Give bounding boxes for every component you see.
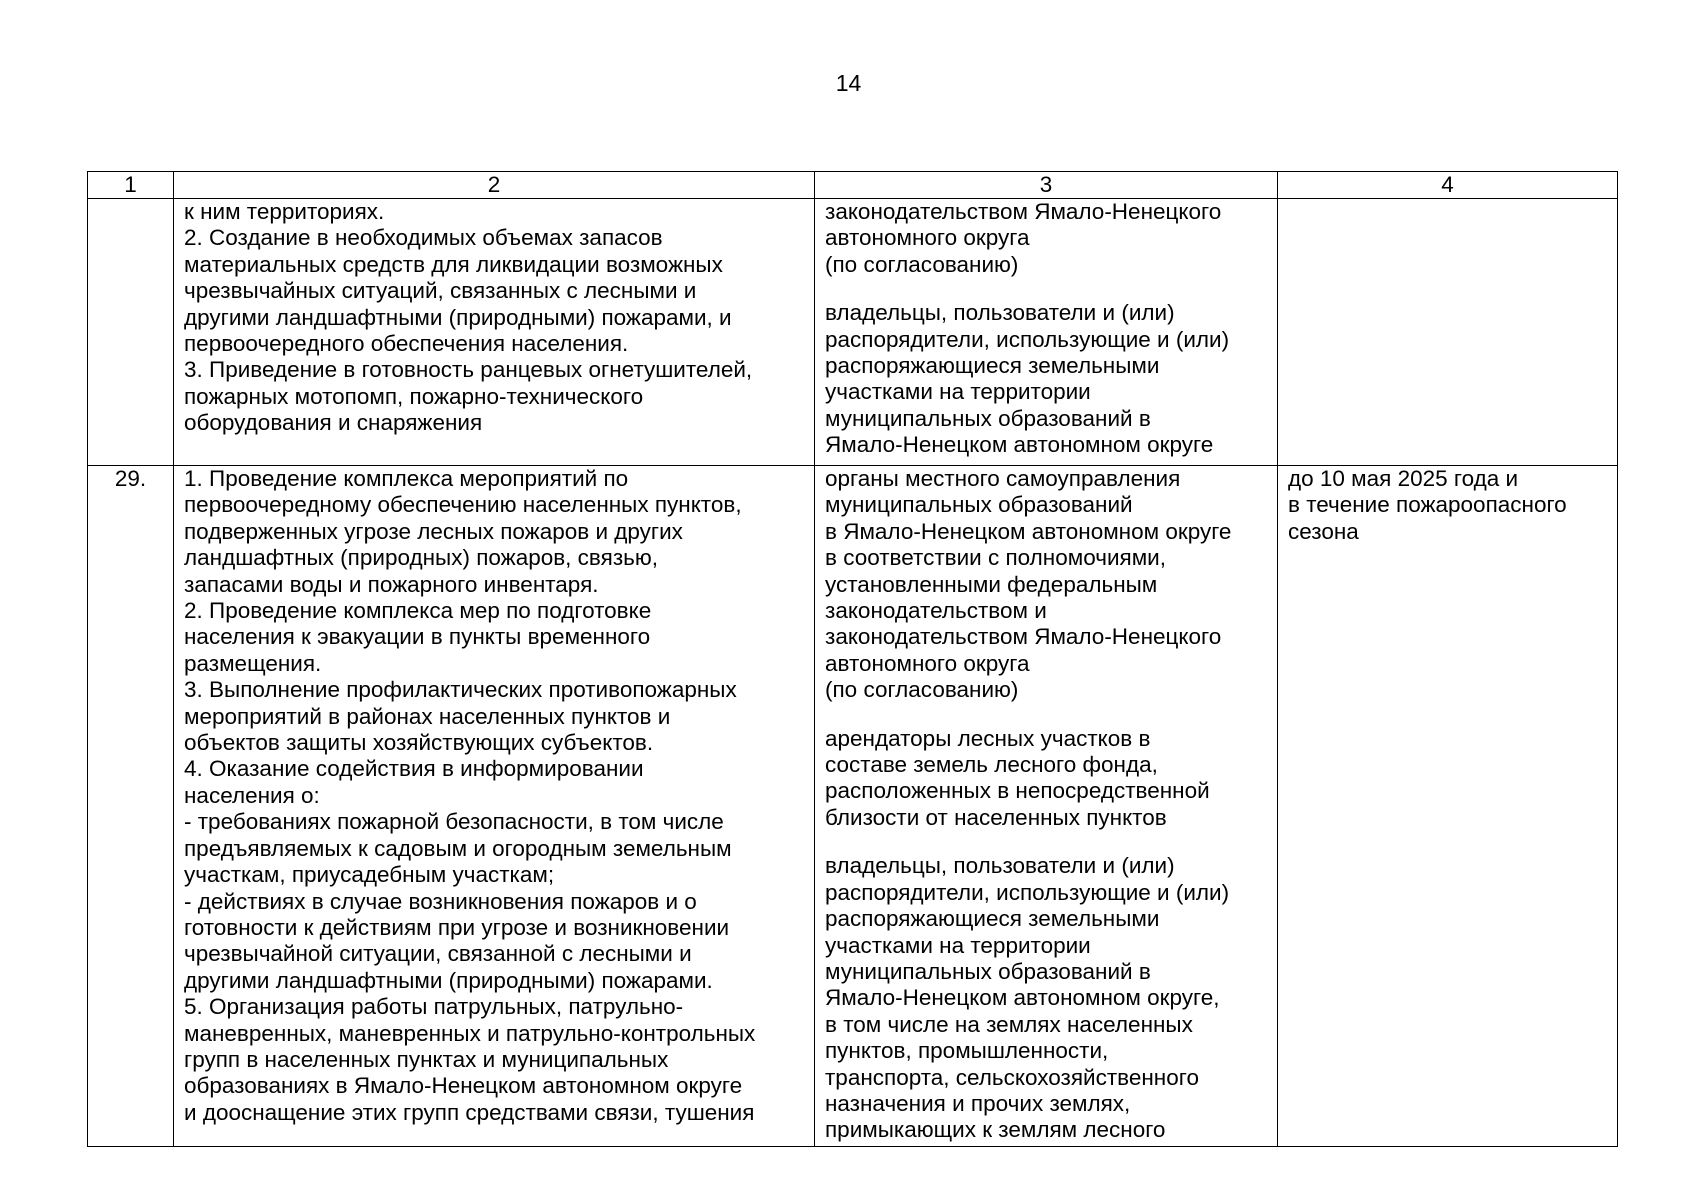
responsible-line: примыкающих к землям лесного: [825, 1117, 1166, 1143]
measure-line: образованиях в Ямало-Ненецком автономном округе: [184, 1073, 743, 1099]
responsible-line: распорядители, использующие и (или): [825, 879, 1230, 905]
responsible-line: автономного округа: [825, 225, 1030, 251]
row-number: [88, 199, 174, 466]
deadline-line: в течение пожароопасного: [1288, 492, 1567, 518]
deadline-cell: [1278, 199, 1618, 466]
responsible-line: законодательством Ямало-Ненецкого: [825, 624, 1222, 650]
measure-line: к ним территориях.: [184, 199, 385, 224]
responsible-cell: [815, 466, 1278, 1147]
measure-line: другими ландшафтными (природными) пожарами.: [184, 967, 713, 993]
responsible-line: в том числе на землях населенных: [825, 1011, 1193, 1037]
deadline-cell: [1278, 466, 1618, 1147]
responsible-line: участками на территории: [825, 932, 1091, 958]
responsible-line: законодательством и: [825, 598, 1047, 624]
responsible-line: установленными федеральным: [825, 571, 1158, 597]
measure-line: 5. Организация работы патрульных, патрульно-: [184, 994, 684, 1020]
deadline-line: сезона: [1288, 518, 1359, 544]
measure-line: - требованиях пожарной безопасности, в том числе: [184, 809, 724, 835]
responsible-line: распоряжающиеся земельными: [825, 906, 1160, 932]
responsible-line: назначения и прочих землях,: [825, 1090, 1131, 1116]
responsible-line: законодательством Ямало-Ненецкого: [825, 199, 1222, 224]
measure-line: материальных средств для ликвидации возможных: [184, 251, 723, 277]
measure-line: подверженных угрозе лесных пожаров и других: [184, 518, 683, 544]
measure-line: маневренных, маневренных и патрульно-контрольных: [184, 1020, 756, 1046]
responsible-line: органы местного самоуправления: [825, 466, 1181, 491]
measure-line: готовности к действиям при угрозе и возникновении: [184, 914, 730, 940]
measure-line: 1. Проведение комплекса мероприятий по: [184, 466, 629, 491]
measure-line: размещения.: [184, 650, 322, 676]
responsible-line: близости от населенных пунктов: [825, 804, 1167, 830]
responsible-line: Ямало-Ненецком автономном округе,: [825, 985, 1220, 1011]
responsible-line: (по согласованию): [825, 677, 1019, 703]
measure-line: первоочередному обеспечению населенных пунктов,: [184, 492, 742, 518]
paragraph-gap: [825, 278, 1267, 300]
measure-line: предъявляемых к садовым и огородным земельным: [184, 835, 732, 861]
responsible-line: в Ямало-Ненецком автономном округе: [825, 518, 1232, 544]
responsible-line: владельцы, пользователи и (или): [825, 853, 1175, 879]
header-col-2: 2: [174, 172, 815, 199]
deadline-line: до 10 мая 2025 года и: [1288, 466, 1519, 491]
responsible-cell: [815, 199, 1278, 466]
measure-line: 2. Проведение комплекса мер по подготовке: [184, 598, 652, 624]
responsible-line: муниципальных образований в: [825, 958, 1151, 984]
measure-line: объектов защиты хозяйствующих субъектов.: [184, 730, 654, 756]
table-header-row: [88, 172, 1618, 199]
measure-line: - действиях в случае возникновения пожаров и о: [184, 888, 697, 914]
row-number: 29.: [88, 466, 174, 1147]
responsible-line: в соответствии с полномочиями,: [825, 545, 1166, 571]
measure-line: первоочередного обеспечения населения.: [184, 331, 629, 357]
responsible-line: Ямало-Ненецком автономном округе: [825, 432, 1214, 458]
responsible-line: участками на территории: [825, 379, 1091, 405]
measure-line: пожарных мотопомп, пожарно-технического: [184, 383, 644, 409]
header-col-1: 1: [88, 172, 174, 199]
responsible-line: составе земель лесного фонда,: [825, 752, 1158, 778]
responsible-line: транспорта, сельскохозяйственного: [825, 1064, 1199, 1090]
measure-line: и дооснащение этих групп средствами связи, тушения: [184, 1099, 755, 1125]
measures-cell: [174, 466, 815, 1147]
measure-line: запасами воды и пожарного инвентаря.: [184, 571, 599, 597]
responsible-line: распорядители, использующие и (или): [825, 326, 1230, 352]
header-col-3: 3: [815, 172, 1278, 199]
page-number: 14: [835, 70, 862, 96]
responsible-line: пунктов, промышленности,: [825, 1038, 1109, 1064]
measure-line: другими ландшафтными (природными) пожарами, и: [184, 304, 732, 330]
measures-table: [87, 171, 1618, 1147]
measure-line: населения к эвакуации в пункты временного: [184, 624, 651, 650]
measure-line: 3. Выполнение профилактических противопожарных: [184, 677, 737, 703]
header-col-4: 4: [1278, 172, 1618, 199]
measure-line: 3. Приведение в готовность ранцевых огнетушителей,: [184, 357, 753, 383]
responsible-line: владельцы, пользователи и (или): [825, 300, 1175, 326]
responsible-line: (по согласованию): [825, 251, 1019, 277]
measure-line: чрезвычайных ситуаций, связанных с лесными и: [184, 278, 697, 304]
measure-line: населения о:: [184, 782, 320, 808]
paragraph-gap: [825, 704, 1267, 726]
measure-line: групп в населенных пунктах и муниципальных: [184, 1046, 669, 1072]
responsible-line: распоряжающиеся земельными: [825, 353, 1160, 379]
paragraph-gap: [825, 831, 1267, 853]
responsible-line: муниципальных образований: [825, 492, 1133, 518]
measure-line: мероприятий в районах населенных пунктов и: [184, 703, 671, 729]
measures-cell: [174, 199, 815, 466]
measure-line: чрезвычайной ситуации, связанной с лесными и: [184, 941, 692, 967]
measure-line: оборудования и снаряжения: [184, 410, 483, 436]
measure-line: ландшафтных (природных) пожаров, связью,: [184, 545, 658, 571]
responsible-line: муниципальных образований в: [825, 405, 1151, 431]
table-row: [88, 199, 1618, 466]
measure-line: 4. Оказание содействия в информировании: [184, 756, 644, 782]
responsible-line: арендаторы лесных участков в: [825, 725, 1151, 751]
measure-line: 2. Создание в необходимых объемах запасов: [184, 225, 663, 251]
table-row: [88, 466, 1618, 1147]
measure-line: участкам, приусадебным участкам;: [184, 862, 555, 888]
responsible-line: расположенных в непосредственной: [825, 778, 1210, 804]
responsible-line: автономного округа: [825, 650, 1030, 676]
